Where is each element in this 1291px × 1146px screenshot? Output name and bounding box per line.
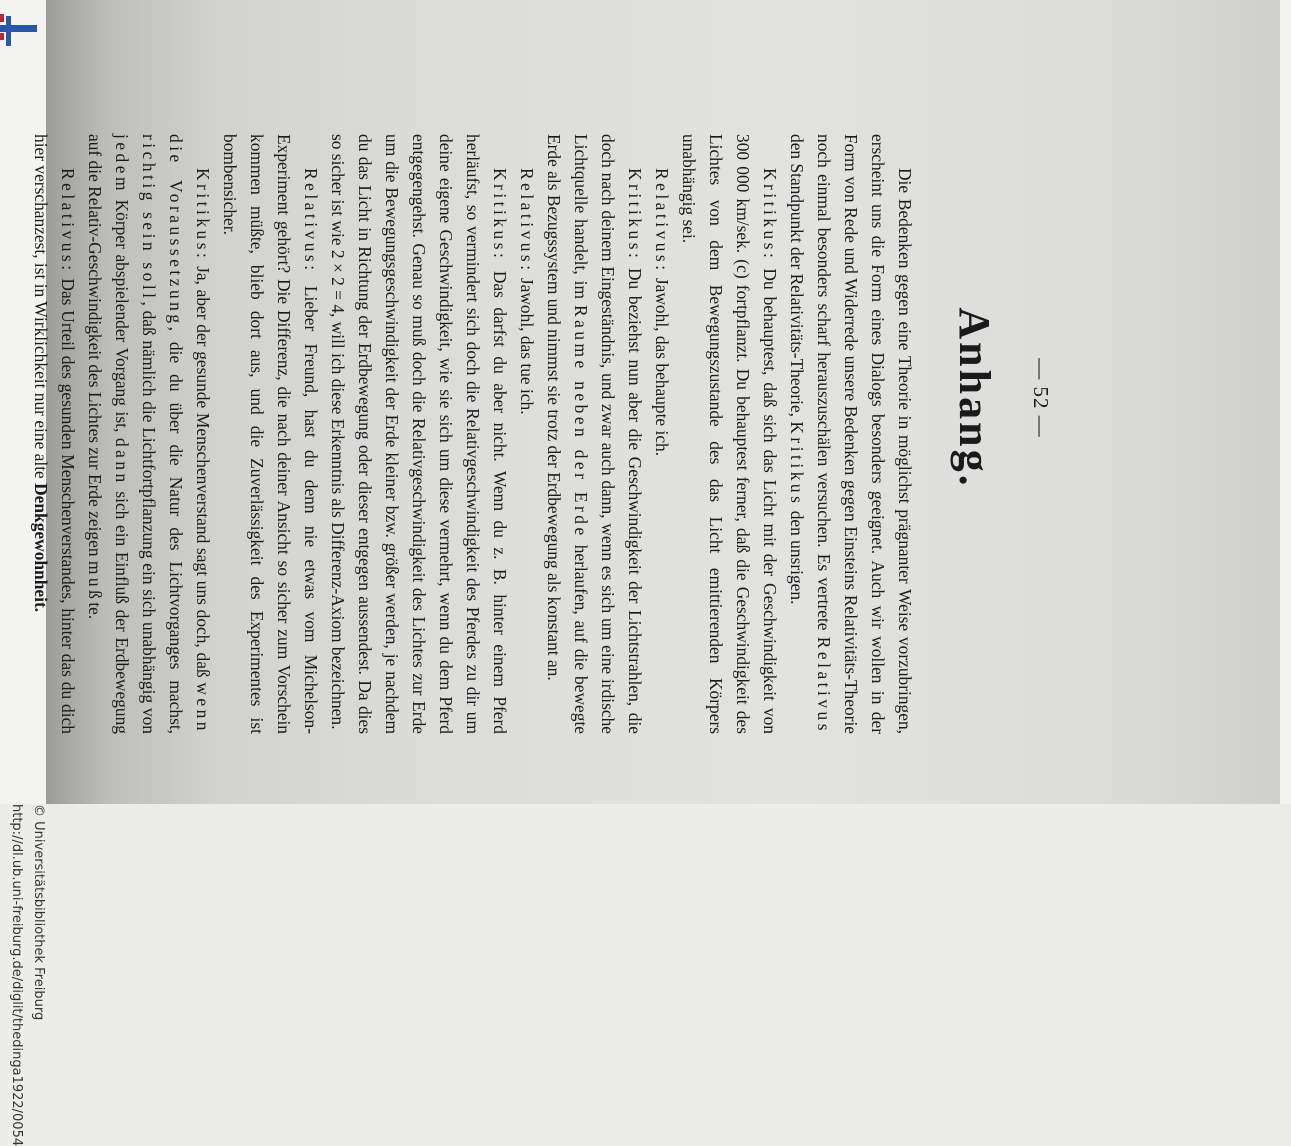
dialog-text bbox=[18, 134, 918, 734]
emphasized-text: Relativus: bbox=[517, 168, 537, 274]
paragraph bbox=[540, 134, 648, 734]
document-page bbox=[0, 8, 1066, 788]
emphasized-text: Kritikus: bbox=[193, 168, 213, 262]
paragraph bbox=[324, 134, 513, 734]
paragraph-text: Das Urteil des gesunden Menschenverstandes, hinter das du dich hier verschanzest, ist in Wirklichkeit nur eine alte bbox=[31, 134, 78, 734]
emphasized-text: Kritikus: bbox=[490, 168, 510, 262]
paragraph-text: Jawohl, das tue ich. bbox=[517, 273, 537, 415]
paragraph-text: , die du über die Natur des Lichtvorganges machst, bbox=[166, 326, 186, 735]
paragraph-text: Das darfst du aber nicht. Wenn du z. B. hinter einem Pferd herläufst, so vermindert sich doch die Relativgeschwindigkeit des Pferdes zu dir um deine eigene Geschwindigkeit, wie sie sich um diese vermehrt, wenn du dem Pferd entgegengehst. Genau so muß doch die Relativgeschwindigkeit des Lichtes zur Erde um die Bewegungsgeschwindigkeit der Erde kleiner bzw. größer werden, je nachdem du das Licht in Richtung der Erdbewegung oder dieser entgegen aussendest. Da dies so sicher ist wie 2 × 2 = 4, will ich diese Erkenntnis als Differenz-Axiom bezeichnen. bbox=[328, 134, 510, 734]
emphasized-text: muß bbox=[85, 560, 105, 603]
paragraph-text: Du behauptest, daß sich das Licht mit der Geschwindigkeit von 300 000 km/sek. (c) fortpflanzt. Du behauptest ferner, daß die Geschwindigkeit des Lichtes von dem Bewegungszustande des das Licht emittierenden Körpers unabhängig sei. bbox=[679, 134, 780, 734]
emphasized-text: wenn die Voraussetzung bbox=[166, 134, 213, 734]
emphasized-text: jedem bbox=[112, 134, 132, 194]
right-margin bbox=[1280, 0, 1291, 804]
bold-text: Denkgewohnheit. bbox=[31, 483, 51, 613]
paragraph-text: sich ein Einfluß der Erdbewegung auf die Relativ-Geschwindigkeit des Lichtes zur Erde zeigen bbox=[85, 134, 132, 734]
emphasized-text: dann bbox=[112, 437, 132, 486]
emphasized-text: Kritikus: bbox=[625, 168, 645, 262]
emphasized-text: Relativus: bbox=[58, 168, 78, 274]
paragraph-text: Körper abspielender Vorgang ist, bbox=[112, 194, 132, 438]
paragraph bbox=[216, 134, 324, 734]
paragraph-text: Lieber Freund, hast du denn nie etwas vom Michelson-Experiment gehört? Die Differenz, die nach deiner Ansicht so sicher zum Vorschein kommen müßte, blieb dort aus, und die Zuverlässigkeit des Experimentes ist bombensicher. bbox=[220, 134, 321, 734]
paragraph bbox=[27, 134, 81, 734]
emphasized-text: Kritikus: bbox=[760, 168, 780, 262]
emphasized-text: richtig sein soll bbox=[139, 134, 159, 302]
paragraph bbox=[783, 134, 918, 734]
paragraph-text: Du beziehst nun aber die Geschwindigkeit der Lichtstrahlen, die doch nach deinem Eingeständnis, und zwar auch dann, wenn es sich um eine irdische Lichtquelle handelt, im bbox=[571, 134, 645, 734]
emphasized-text: Relativus: bbox=[301, 168, 321, 274]
page-heading: Anhang. bbox=[950, 307, 999, 489]
emphasized-text: Relativus: bbox=[652, 168, 672, 274]
page-number: — 52 — bbox=[1029, 358, 1053, 438]
paragraph bbox=[81, 134, 216, 734]
paragraph-text: den unsrigen. bbox=[787, 506, 807, 605]
paragraph bbox=[675, 134, 783, 734]
paragraph-text: den Standpunkt der Relativitäts-Theorie, bbox=[787, 134, 807, 422]
paragraph-text: Jawohl, das behaupte ich. bbox=[652, 273, 672, 457]
paragraph-text: , daß nämlich die Lichtfortpflanzung ein sich unabhängig von bbox=[139, 301, 159, 734]
paragraph-text: Die Bedenken gegen eine Theorie in möglichst prägnanter Weise vorzubringen, erscheint uns die Form eines Dialogs besonders geeignet. Auch wir wollen in der Form von Rede und Widerrede unsere Bedenken gegen Einsteins Relativitäts-Theorie noch einmal besonders scharf herauszuschälen versuchen. Es vertrete bbox=[814, 134, 915, 734]
paragraph-text: herlaufen, auf die bewegte Erde als Bezugssystem und nimmst sie trotz der Erdbewegung als konstant an. bbox=[544, 134, 591, 734]
emphasized-text: Kritikus bbox=[787, 421, 807, 507]
emphasized-text: Relativus bbox=[814, 636, 834, 734]
emphasized-text: Raume neben der Erde bbox=[571, 305, 591, 539]
copyright-notice: © Universitätsbibliothek Freiburg bbox=[31, 804, 46, 1021]
paragraph-text: Ja, aber der gesunde Menschenverstand sagt uns doch, daß bbox=[193, 261, 213, 683]
paragraph bbox=[648, 134, 675, 734]
paragraph bbox=[513, 134, 540, 734]
paragraph-text: te. bbox=[85, 602, 105, 620]
source-url[interactable]: http://dl.ub.uni-freiburg.de/diglit/thedinga1922/0054 bbox=[9, 804, 24, 1146]
